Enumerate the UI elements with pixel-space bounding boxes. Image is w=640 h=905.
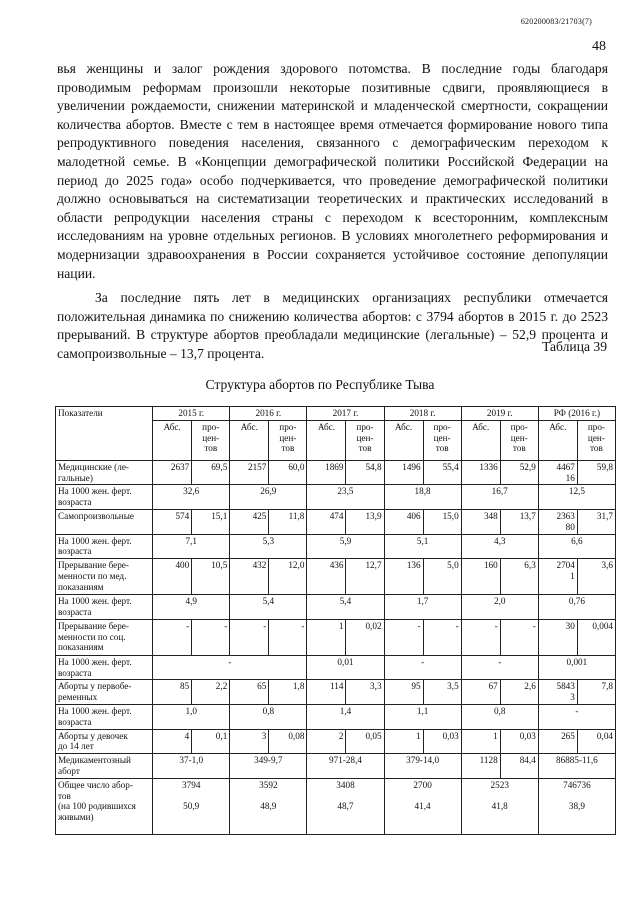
value-cell: 37-1,0 (153, 754, 230, 779)
value-cell: 95 (384, 680, 423, 705)
table-row (56, 704, 616, 729)
row-label: Самопроизвольные (56, 509, 153, 534)
value-cell: 86885-11,6 (538, 754, 615, 779)
table-row (56, 729, 616, 754)
value-cell: 432 (230, 559, 269, 595)
total-cell (153, 778, 230, 834)
row-label: Аборты у девочек до 14 лет (56, 729, 153, 754)
value-cell: 2157 (230, 460, 269, 485)
value-cell: 114 (307, 680, 346, 705)
row-label: Прерывание бере- менности по мед. показаниям (56, 559, 153, 595)
table-header-pct: про- цен- тов (192, 420, 230, 460)
row-label: На 1000 жен. ферт. возраста (56, 534, 153, 559)
value-cell: 425 (230, 509, 269, 534)
value-cell: 60,0 (269, 460, 307, 485)
value-cell: 3,6 (577, 559, 615, 595)
value-cell: 12,7 (346, 559, 384, 595)
value-cell: 0,04 (577, 729, 615, 754)
table-header-pct: про- цен- тов (269, 420, 307, 460)
rate-cell: 1,7 (384, 595, 461, 620)
rate-cell: 32,6 (153, 485, 230, 510)
total-per-100: 38,9 (568, 800, 585, 811)
rate-cell: - (461, 655, 538, 680)
value-cell: 1 (307, 619, 346, 655)
table-row (56, 655, 616, 680)
row-label: На 1000 жен. ферт. возраста (56, 485, 153, 510)
total-per-100: 48,9 (260, 800, 277, 811)
value-cell: 31,7 (577, 509, 615, 534)
value-cell: 30 (538, 619, 577, 655)
table-title: Структура абортов по Республике Тыва (205, 377, 435, 392)
table-header-year: РФ (2016 г.) (538, 407, 615, 421)
value-cell: - (230, 619, 269, 655)
value-cell: 0,1 (192, 729, 230, 754)
table-header-pct: про- цен- тов (577, 420, 615, 460)
value-cell: 1496 (384, 460, 423, 485)
value-cell: 0,03 (500, 729, 538, 754)
row-label: Медицинские (ле- гальные) (56, 460, 153, 485)
value-cell: 1336 (461, 460, 500, 485)
table-header-abs: Абс. (230, 420, 269, 460)
table-header-abs: Абс. (153, 420, 192, 460)
value-cell: 69,5 (192, 460, 230, 485)
row-label: Медикаментозный аборт (56, 754, 153, 779)
row-label: Общее число абор- тов (на 100 родившихся живыми) (56, 778, 153, 834)
rate-cell: 4,9 (153, 595, 230, 620)
rate-cell: 23,5 (307, 485, 384, 510)
value-cell: - (500, 619, 538, 655)
value-cell: - (192, 619, 230, 655)
total-per-100: 48,7 (337, 800, 354, 811)
rate-cell: 0,8 (230, 704, 307, 729)
value-cell: 5,0 (423, 559, 461, 595)
abortion-structure-table (55, 406, 616, 835)
rate-cell: 5,1 (384, 534, 461, 559)
rate-cell: 5,4 (230, 595, 307, 620)
value-cell: 13,9 (346, 509, 384, 534)
rate-cell: 16,7 (461, 485, 538, 510)
value-cell: 59,8 (577, 460, 615, 485)
table-row (56, 680, 616, 705)
value-cell: 348 (461, 509, 500, 534)
value-cell: 4467 16 (538, 460, 577, 485)
value-cell: 2,6 (500, 680, 538, 705)
value-cell: 85 (153, 680, 192, 705)
table-header-year: 2019 г. (461, 407, 538, 421)
value-cell: 0,03 (423, 729, 461, 754)
value-cell: 15,1 (192, 509, 230, 534)
value-cell: 265 (538, 729, 577, 754)
value-cell: 1 (384, 729, 423, 754)
value-cell: 1,8 (269, 680, 307, 705)
table-header-abs: Абс. (307, 420, 346, 460)
value-cell: 84,4 (500, 754, 538, 779)
total-cell (538, 778, 615, 834)
value-cell: 4 (153, 729, 192, 754)
table-header-pct: про- цен- тов (346, 420, 384, 460)
table-row (56, 407, 616, 421)
rate-cell: 7,1 (153, 534, 230, 559)
rate-cell: 0,001 (538, 655, 615, 680)
value-cell: 3,5 (423, 680, 461, 705)
rate-cell: 12,5 (538, 485, 615, 510)
total-count: 3794 (182, 779, 201, 790)
rate-cell: 26,9 (230, 485, 307, 510)
table-row (56, 778, 616, 834)
rate-cell: 0,01 (307, 655, 384, 680)
row-label: На 1000 жен. ферт. возраста (56, 655, 153, 680)
value-cell: - (384, 619, 423, 655)
total-cell (461, 778, 538, 834)
rate-cell: - (153, 655, 307, 680)
total-count: 746736 (563, 779, 591, 790)
value-cell: 12,0 (269, 559, 307, 595)
rate-cell: 5,4 (307, 595, 384, 620)
table-row (56, 485, 616, 510)
value-cell: 379-14,0 (384, 754, 461, 779)
total-count: 2523 (490, 779, 509, 790)
table-row (56, 509, 616, 534)
table-row (56, 559, 616, 595)
value-cell: 6,3 (500, 559, 538, 595)
value-cell: 574 (153, 509, 192, 534)
value-cell: - (153, 619, 192, 655)
body-text (57, 60, 608, 364)
rate-cell: 1,1 (384, 704, 461, 729)
value-cell: 2,2 (192, 680, 230, 705)
value-cell: 11,8 (269, 509, 307, 534)
table-row (56, 460, 616, 485)
value-cell: 15,0 (423, 509, 461, 534)
value-cell: 52,9 (500, 460, 538, 485)
rate-cell: 1,0 (153, 704, 230, 729)
rate-cell: 2,0 (461, 595, 538, 620)
value-cell: 65 (230, 680, 269, 705)
table-header-year: 2018 г. (384, 407, 461, 421)
value-cell: 2363 80 (538, 509, 577, 534)
value-cell: 436 (307, 559, 346, 595)
rate-cell: - (538, 704, 615, 729)
value-cell: 7,8 (577, 680, 615, 705)
value-cell: 0,004 (577, 619, 615, 655)
total-count: 3408 (336, 779, 355, 790)
value-cell: 54,8 (346, 460, 384, 485)
paragraph: За последние пять лет в медицинских организациях республики отмечается положительная динамика по снижению количества абортов: с 3794 абортов в 2015 г. до 2523 прерываний. В структуре абортов преобладали медицинские (легальные) – 52,9 процента и самопроизвольные – 13,7 процента. (57, 290, 608, 361)
value-cell: 400 (153, 559, 192, 595)
document-id: 620200083/21703(7) (520, 17, 592, 26)
value-cell: 349-9,7 (230, 754, 307, 779)
value-cell: 1 (461, 729, 500, 754)
value-cell: 474 (307, 509, 346, 534)
row-label: Аборты у первобе- ременных (56, 680, 153, 705)
total-per-100: 41,4 (414, 800, 431, 811)
value-cell: - (269, 619, 307, 655)
value-cell: 136 (384, 559, 423, 595)
page-number: 48 (592, 39, 606, 54)
value-cell: 3,3 (346, 680, 384, 705)
value-cell: 13,7 (500, 509, 538, 534)
value-cell: 2704 1 (538, 559, 577, 595)
value-cell: 2637 (153, 460, 192, 485)
paragraph: вья женщины и залог рождения здорового потомства. В последние годы благодаря проводимым реформам произошли некоторые позитивные сдвиги, проявляющиеся в увеличении рождаемости, снижении материнской и младенческой смертности, сокращении количества абортов. Вместе с тем в настоящее время отмечается формирование нового типа репродуктивного поведения населения, связанного с демографическим переходом к малодетной семье. В «Концепции демографической политики Российской Федерации на период до 2025 года» особо подчеркивается, что проведение демографической политики должно основываться на систематизации теоретических и практических исследований в области репродукции населения страны с переходом к всесторонним, комплексным исследованиям на уровне отдельных регионов. В условиях многолетнего реформирования и модернизации здравоохранения в России сохраняется устойчивое состояние депопуляции нации. (57, 61, 608, 281)
value-cell: 160 (461, 559, 500, 595)
value-cell: 10,5 (192, 559, 230, 595)
table-header-pct: про- цен- тов (500, 420, 538, 460)
total-cell (384, 778, 461, 834)
value-cell: 0,05 (346, 729, 384, 754)
rate-cell: 18,8 (384, 485, 461, 510)
rate-cell: 1,4 (307, 704, 384, 729)
value-cell: 406 (384, 509, 423, 534)
value-cell: 1128 (461, 754, 500, 779)
table-row (56, 619, 616, 655)
rate-cell: 5,3 (230, 534, 307, 559)
total-cell (230, 778, 307, 834)
row-label: Прерывание бере- менности по соц. показаниям (56, 619, 153, 655)
value-cell: 0,02 (346, 619, 384, 655)
value-cell: 1869 (307, 460, 346, 485)
table-header-abs: Абс. (461, 420, 500, 460)
row-label: На 1000 жен. ферт. возраста (56, 595, 153, 620)
table-header-year: 2015 г. (153, 407, 230, 421)
table-header-abs: Абс. (538, 420, 577, 460)
table-number: Таблица 39 (542, 339, 607, 354)
value-cell: - (461, 619, 500, 655)
value-cell: 55,4 (423, 460, 461, 485)
total-cell (307, 778, 384, 834)
value-cell: 2 (307, 729, 346, 754)
table-row (56, 595, 616, 620)
value-cell: 5843 3 (538, 680, 577, 705)
table-header-abs: Абс. (384, 420, 423, 460)
rate-cell: 4,3 (461, 534, 538, 559)
value-cell: 67 (461, 680, 500, 705)
value-cell: 3 (230, 729, 269, 754)
table-row (56, 534, 616, 559)
table-header-year: 2017 г. (307, 407, 384, 421)
rate-cell: 6,6 (538, 534, 615, 559)
table-header-year: 2016 г. (230, 407, 307, 421)
rate-cell: 0,8 (461, 704, 538, 729)
table-header-label: Показатели (56, 407, 153, 461)
table-header-pct: про- цен- тов (423, 420, 461, 460)
rate-cell: - (384, 655, 461, 680)
table-row (56, 754, 616, 779)
value-cell: - (423, 619, 461, 655)
value-cell: 0,08 (269, 729, 307, 754)
value-cell: 971-28,4 (307, 754, 384, 779)
row-label: На 1000 жен. ферт. возраста (56, 704, 153, 729)
total-count: 3592 (259, 779, 278, 790)
total-per-100: 41,8 (491, 800, 508, 811)
rate-cell: 0,76 (538, 595, 615, 620)
rate-cell: 5,9 (307, 534, 384, 559)
total-per-100: 50,9 (183, 800, 200, 811)
total-count: 2700 (413, 779, 432, 790)
